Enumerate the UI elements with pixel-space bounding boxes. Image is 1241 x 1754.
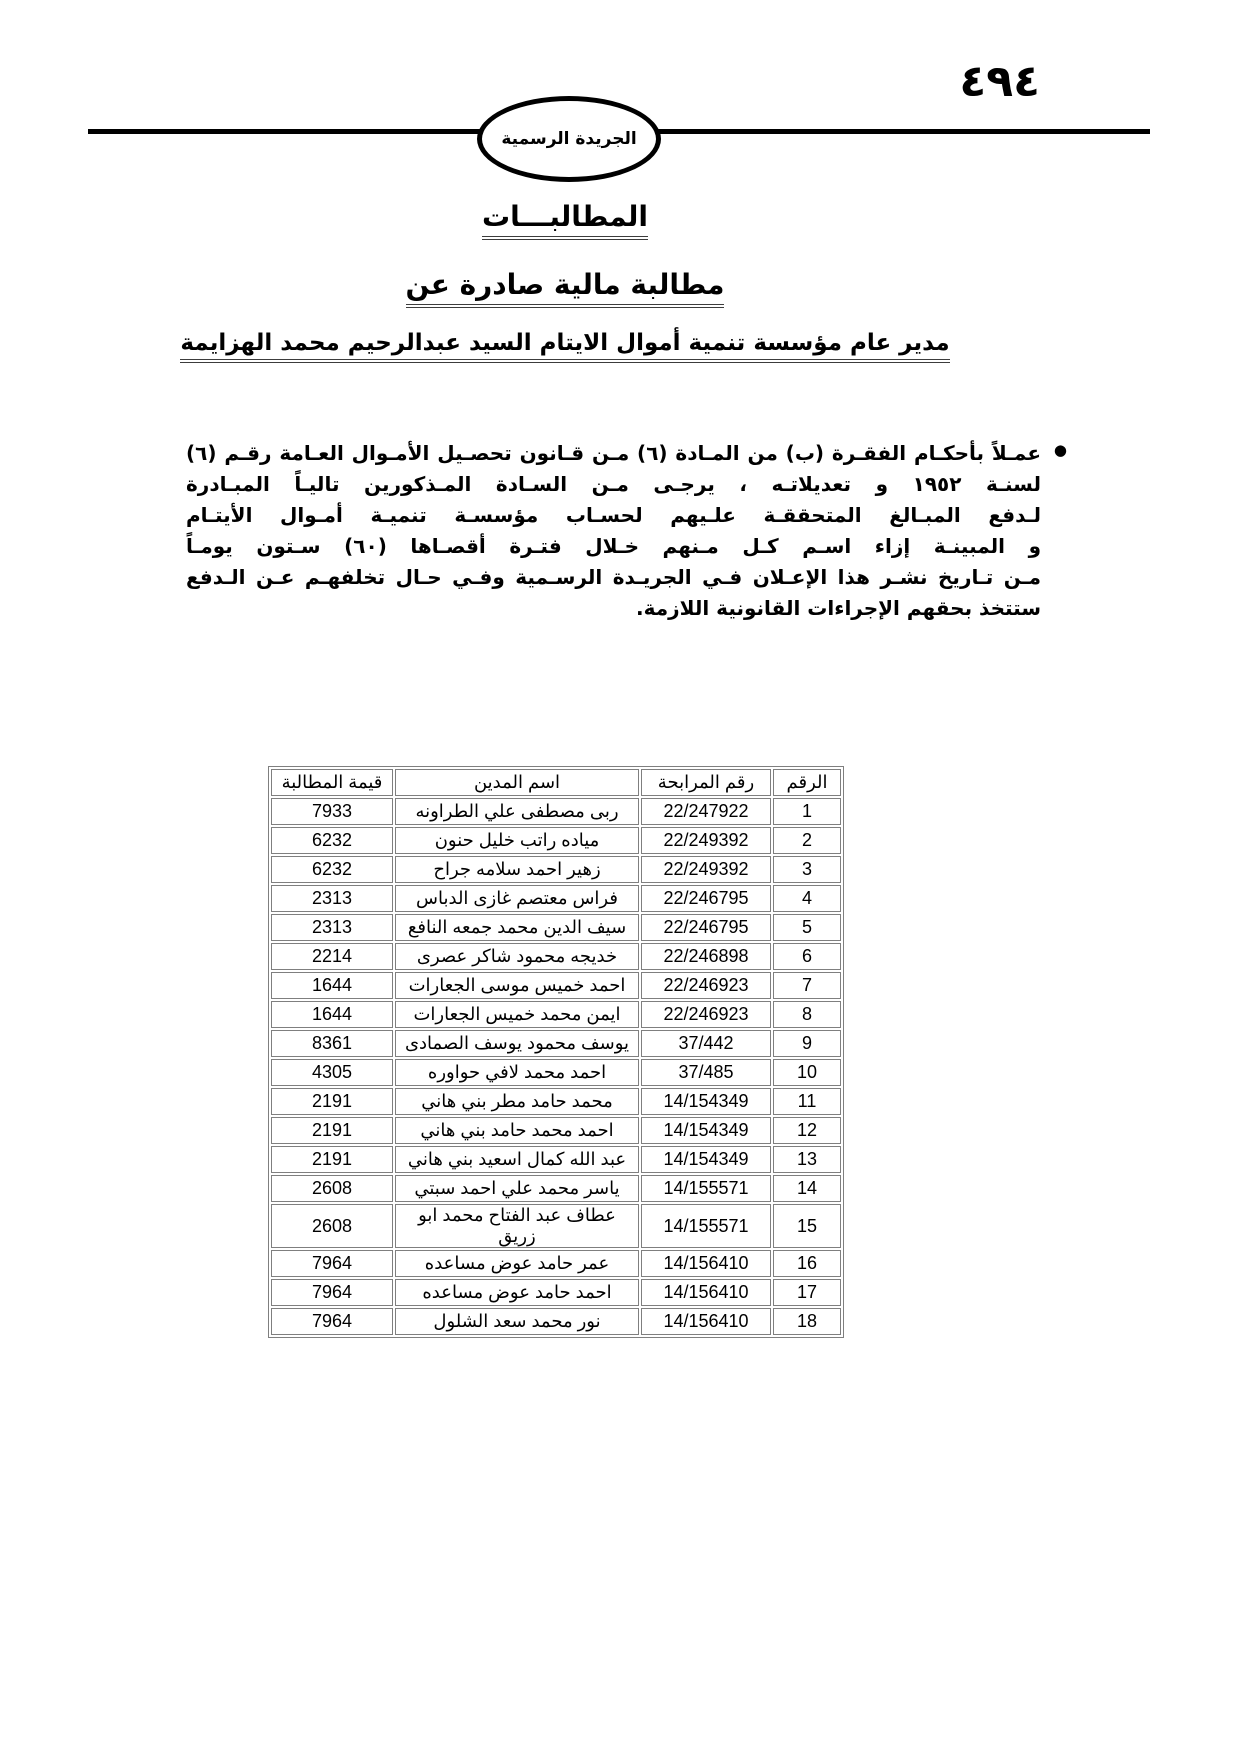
- row-number-cell: 10: [773, 1059, 841, 1086]
- gazette-label: الجريدة الرسمية: [501, 129, 637, 149]
- claims-table-body: [271, 798, 841, 1335]
- page-number: ٤٩٤: [959, 56, 1040, 107]
- header-row-number: الرقم: [773, 769, 841, 796]
- claims-table-header: [271, 769, 841, 796]
- row-number-cell: 12: [773, 1117, 841, 1144]
- row-number-cell: 14: [773, 1175, 841, 1202]
- murabaha-number-cell: 37/442: [641, 1030, 771, 1057]
- debtor-name-cell: مياده راتب خليل حنون: [395, 827, 639, 854]
- row-number-cell: 15: [773, 1204, 841, 1248]
- debtor-name-cell: يوسف محمود يوسف الصمادى: [395, 1030, 639, 1057]
- murabaha-number-cell: 14/154349: [641, 1088, 771, 1115]
- murabaha-number-cell: 22/246795: [641, 885, 771, 912]
- murabaha-number-cell: 22/246923: [641, 972, 771, 999]
- row-number-cell: 11: [773, 1088, 841, 1115]
- murabaha-number-cell: 14/154349: [641, 1117, 771, 1144]
- issuer-title: مدير عام مؤسسة تنمية أموال الايتام السيد عبدالرحيم محمد الهزايمة: [180, 330, 949, 363]
- row-number-cell: 16: [773, 1250, 841, 1277]
- debtor-name-cell: ايمن محمد خميس الجعارات: [395, 1001, 639, 1028]
- debtor-name-cell: سيف الدين محمد جمعه النافع: [395, 914, 639, 941]
- murabaha-number-cell: 22/249392: [641, 827, 771, 854]
- murabaha-number-cell: 22/246923: [641, 1001, 771, 1028]
- claim-value-cell: 2191: [271, 1146, 393, 1173]
- table-row: [271, 1117, 841, 1144]
- claim-value-cell: 7964: [271, 1250, 393, 1277]
- claim-value-cell: 2313: [271, 885, 393, 912]
- debtor-name-cell: زهير احمد سلامه جراح: [395, 856, 639, 883]
- claim-value-cell: 7964: [271, 1308, 393, 1335]
- debtor-name-cell: ربى مصطفى علي الطراونه: [395, 798, 639, 825]
- table-row: [271, 972, 841, 999]
- murabaha-number-cell: 22/247922: [641, 798, 771, 825]
- claims-table: [268, 766, 844, 1338]
- table-row: [271, 1204, 841, 1248]
- debtor-name-cell: فراس معتصم غازى الدباس: [395, 885, 639, 912]
- claim-subtitle: مطالبة مالية صادرة عن: [406, 268, 725, 308]
- notice-line: مـن تـاريخ نشـر هذا الإعـلان فـي الجريـدة الرسـمية وفـي حـال تخلفهـم عـن الـدفع: [186, 565, 1041, 589]
- table-row: [271, 856, 841, 883]
- debtor-name-cell: عبد الله كمال اسعيد بني هاني: [395, 1146, 639, 1173]
- row-number-cell: 5: [773, 914, 841, 941]
- debtor-name-cell: محمد حامد مطر بني هاني: [395, 1088, 639, 1115]
- gazette-oval-badge: [477, 96, 661, 182]
- bullet-icon: ●: [1053, 441, 1067, 459]
- table-row: [271, 1088, 841, 1115]
- row-number-cell: 4: [773, 885, 841, 912]
- notice-line: عمـلاً بأحكـام الفقـرة (ب) من المـادة (٦) مـن قـانون تحصـيل الأمـوال العـامة رقـم (٦): [186, 441, 1042, 465]
- notice-line: لسنـة ١٩٥٢ و تعديلاتـه ، يرجـى مـن السـادة المـذكورين تاليـاً المبـادرة: [186, 472, 1042, 496]
- claim-value-cell: 7933: [271, 798, 393, 825]
- claim-value-cell: 6232: [271, 856, 393, 883]
- row-number-cell: 3: [773, 856, 841, 883]
- debtor-name-cell: عمر حامد عوض مساعده: [395, 1250, 639, 1277]
- claim-value-cell: 7964: [271, 1279, 393, 1306]
- row-number-cell: 9: [773, 1030, 841, 1057]
- issuer-title-row: [0, 330, 1130, 363]
- debtor-name-cell: احمد حامد عوض مساعده: [395, 1279, 639, 1306]
- murabaha-number-cell: 14/156410: [641, 1250, 771, 1277]
- row-number-cell: 8: [773, 1001, 841, 1028]
- notice-line: و المبينـة إزاء اسـم كـل مـنهم خـلال فتـرة أقصـاها (٦٠) سـتون يومـاً: [186, 534, 1042, 558]
- debtor-name-cell: احمد محمد حامد بني هاني: [395, 1117, 639, 1144]
- claim-value-cell: 6232: [271, 827, 393, 854]
- row-number-cell: 17: [773, 1279, 841, 1306]
- table-row: [271, 943, 841, 970]
- row-number-cell: 7: [773, 972, 841, 999]
- table-row: [271, 914, 841, 941]
- debtor-name-cell: عطاف عبد الفتاح محمد ابو زريق: [395, 1204, 639, 1248]
- table-row: [271, 827, 841, 854]
- row-number-cell: 1: [773, 798, 841, 825]
- row-number-cell: 6: [773, 943, 841, 970]
- table-row: [271, 1250, 841, 1277]
- section-title: المطالبـــات: [482, 200, 648, 240]
- header-debtor-name: اسم المدين: [395, 769, 639, 796]
- murabaha-number-cell: 14/156410: [641, 1279, 771, 1306]
- claim-value-cell: 4305: [271, 1059, 393, 1086]
- debtor-name-cell: ياسر محمد علي احمد سبتي: [395, 1175, 639, 1202]
- claim-value-cell: 2608: [271, 1175, 393, 1202]
- table-row: [271, 885, 841, 912]
- murabaha-number-cell: 22/246898: [641, 943, 771, 970]
- row-number-cell: 18: [773, 1308, 841, 1335]
- murabaha-number-cell: 14/155571: [641, 1204, 771, 1248]
- notice-paragraph: [186, 438, 1067, 624]
- notice-line: لـدفع المبـالغ المتحققـة علـيهم لحسـاب مؤسسـة تنميـة أمـوال الأيتـام: [186, 503, 1041, 527]
- claim-value-cell: 2214: [271, 943, 393, 970]
- table-row: [271, 1001, 841, 1028]
- claim-value-cell: 2191: [271, 1117, 393, 1144]
- header-claim-value: قيمة المطالبة: [271, 769, 393, 796]
- murabaha-number-cell: 14/155571: [641, 1175, 771, 1202]
- table-row: [271, 1279, 841, 1306]
- header-murabaha-number: رقم المرابحة: [641, 769, 771, 796]
- table-row: [271, 1308, 841, 1335]
- table-row: [271, 798, 841, 825]
- claim-value-cell: 1644: [271, 1001, 393, 1028]
- debtor-name-cell: احمد محمد لافي حواوره: [395, 1059, 639, 1086]
- header-row: [271, 769, 841, 796]
- table-row: [271, 1059, 841, 1086]
- murabaha-number-cell: 22/249392: [641, 856, 771, 883]
- murabaha-number-cell: 37/485: [641, 1059, 771, 1086]
- murabaha-number-cell: 14/154349: [641, 1146, 771, 1173]
- claim-value-cell: 2608: [271, 1204, 393, 1248]
- table-row: [271, 1030, 841, 1057]
- table-row: [271, 1146, 841, 1173]
- row-number-cell: 2: [773, 827, 841, 854]
- row-number-cell: 13: [773, 1146, 841, 1173]
- claim-value-cell: 2313: [271, 914, 393, 941]
- murabaha-number-cell: 14/156410: [641, 1308, 771, 1335]
- claim-value-cell: 1644: [271, 972, 393, 999]
- claim-value-cell: 8361: [271, 1030, 393, 1057]
- table-row: [271, 1175, 841, 1202]
- debtor-name-cell: احمد خميس موسى الجعارات: [395, 972, 639, 999]
- murabaha-number-cell: 22/246795: [641, 914, 771, 941]
- notice-line: ستتخذ بحقهم الإجراءات القانونية اللازمة.: [636, 596, 1041, 620]
- claim-subtitle-row: [0, 268, 1130, 308]
- section-title-row: [0, 200, 1130, 240]
- claim-value-cell: 2191: [271, 1088, 393, 1115]
- debtor-name-cell: خديجه محمود شاكر عصرى: [395, 943, 639, 970]
- debtor-name-cell: نور محمد سعد الشلول: [395, 1308, 639, 1335]
